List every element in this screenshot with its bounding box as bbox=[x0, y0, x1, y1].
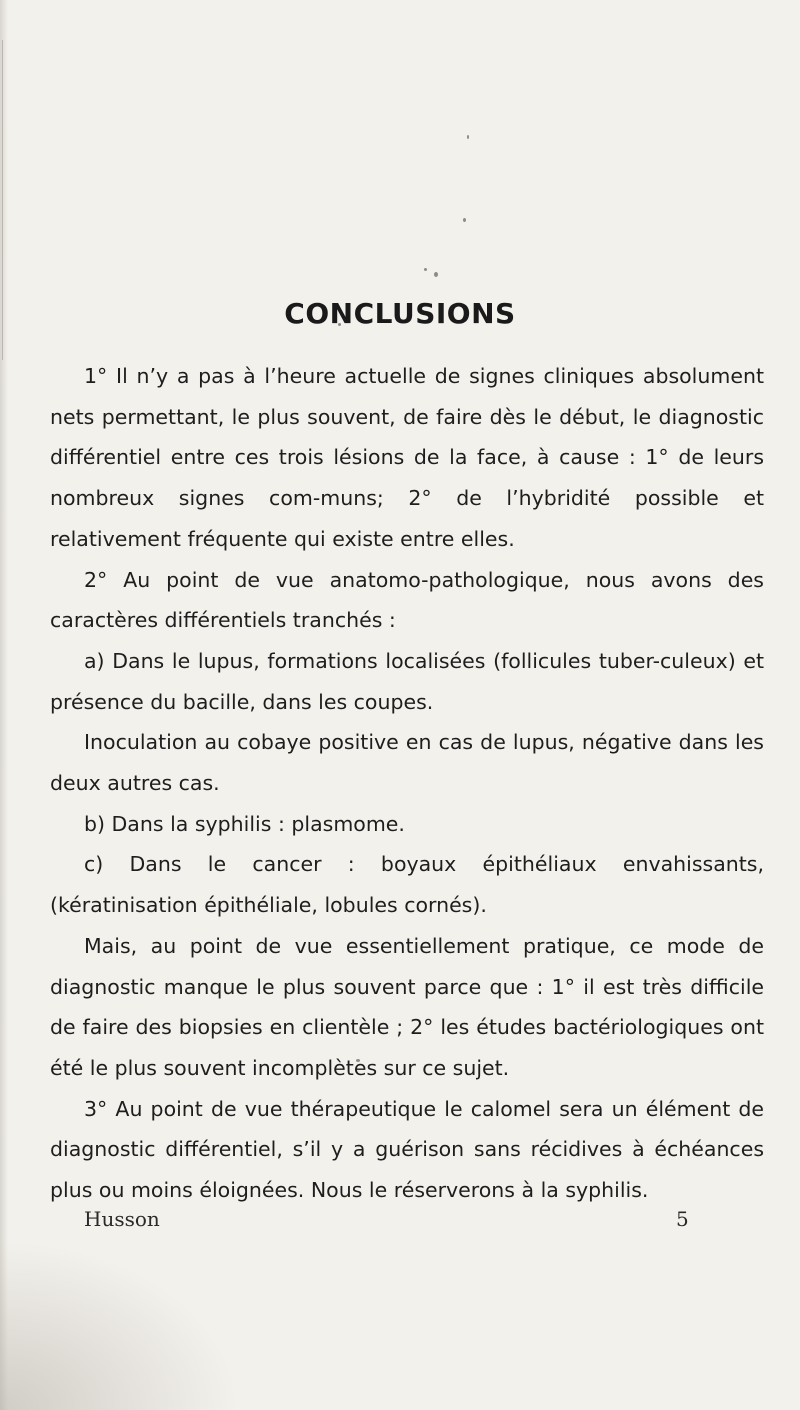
paragraph-inoculation: Inoculation au cobaye positive en cas de lupus, négative dans les deux autres cas. bbox=[50, 730, 764, 796]
paragraph-cancer: c) Dans le cancer : boyaux épithéliaux envahissants, (kératinisation épithéliale, lobules cornés). bbox=[50, 852, 764, 918]
paragraph-conclusion-3: 3° Au point de vue thérapeutique le calomel sera un élément de diagnostic différentiel, s’il y a guérison sans récidives à échéances plus ou moins éloignées. Nous le réserverons à la syphilis. bbox=[50, 1096, 764, 1203]
paragraph-lupus: a) Dans le lupus, formations localisées (follicules tuber-culeux) et présence du bacille, dans les coupes. bbox=[50, 648, 764, 714]
ink-speck bbox=[424, 268, 427, 271]
paragraph-conclusion-2: 2° Au point de vue anatomo-pathologique, nous avons des caractères différentiels tranchés : bbox=[50, 567, 764, 633]
ink-speck bbox=[463, 218, 466, 222]
page-footer bbox=[0, 1207, 800, 1237]
paragraph-syphilis: b) Dans la syphilis : plasmome. bbox=[84, 811, 405, 836]
paragraph-practical-diagnosis: Mais, au point de vue essentiellement pratique, ce mode de diagnostic manque le plus souvent parce que : 1° il est très difficile de faire des biopsies en clientèle ; 2° les études bactériologiques ont été le plus souvent incomplètes sur ce sujet. bbox=[50, 933, 764, 1080]
ink-speck bbox=[467, 135, 469, 139]
page-title: CONCLUSIONS bbox=[284, 296, 516, 330]
paragraph-conclusion-1: 1° Il n’y a pas à l’heure actuelle de signes cliniques absolument nets permettant, le plus souvent, de faire dès le début, le diagnostic différentiel entre ces trois lésions de la face, à cause : 1° de leurs nombreux signes com-muns; 2° de l’hybridité possible et relativement fréquente qui existe entre elles. bbox=[50, 364, 764, 551]
page-stain bbox=[0, 1240, 240, 1410]
page-number: 5 bbox=[676, 1207, 689, 1231]
footer-author: Husson bbox=[84, 1207, 160, 1231]
document-body bbox=[50, 356, 764, 1211]
ink-speck bbox=[434, 272, 438, 277]
